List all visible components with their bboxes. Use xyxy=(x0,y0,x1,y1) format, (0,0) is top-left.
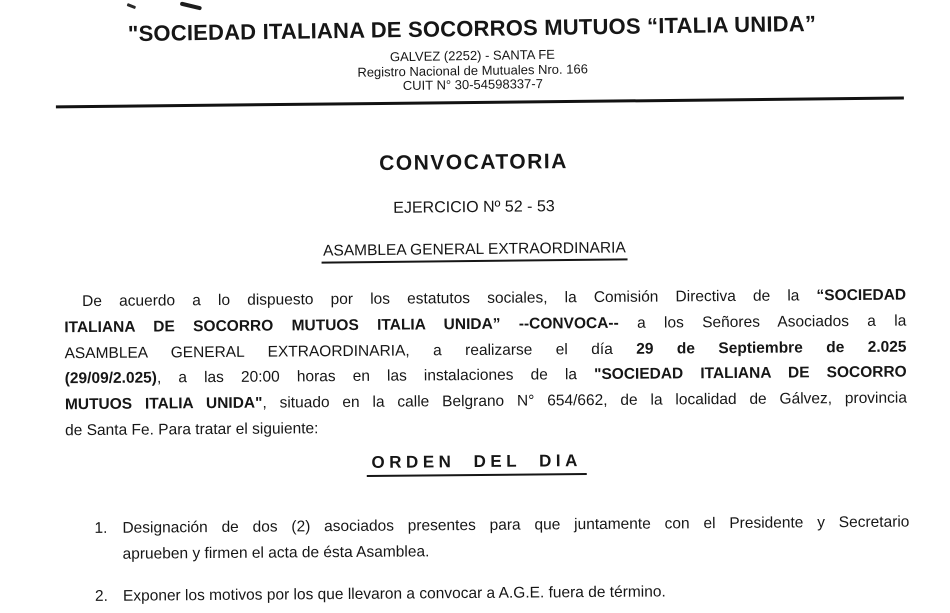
agenda-item xyxy=(94,510,909,568)
org-title: "SOCIEDAD ITALIANA DE SOCORROS MUTUOS “ITALIA UNIDA” xyxy=(127,10,817,47)
scan-smudge-icon xyxy=(180,1,202,10)
paragraph-line: de Santa Fe. Para tratar el siguiente: xyxy=(65,420,319,440)
item-line: aprueben y firmen el acta de ésta Asamblea. xyxy=(122,543,430,563)
scan-smudge-icon xyxy=(127,3,136,9)
org-header xyxy=(0,9,948,100)
org-registry: Registro Nacional de Mutuales Nro. 166 xyxy=(357,60,588,80)
convocatoria-heading: CONVOCATORIA xyxy=(379,150,568,175)
org-cuit: CUIT N° 30-54598337-7 xyxy=(402,75,543,94)
paragraph-line: De acuerdo a lo dispuesto por los estatutos sociales, la Comisión Directiva de la “SOCIEDAD xyxy=(82,286,907,311)
agenda-list xyxy=(94,510,910,610)
header-divider xyxy=(56,96,904,108)
paragraph-line: (29/09/2.025), a las 20:00 horas en las instalaciones de la "SOCIEDAD ITALIANA DE SOCORRO xyxy=(64,363,907,388)
paragraph-line: ASAMBLEA GENERAL EXTRAORDINARIA, a realizarse el día 29 de Septiembre de 2.025 xyxy=(64,338,907,362)
paragraph-line: MUTUOS ITALIA UNIDA", situado en la calle Belgrano N° 654/662, de la localidad de Gálvez, provincia xyxy=(64,389,907,414)
item-number: 2. xyxy=(94,587,108,605)
assembly-heading xyxy=(0,236,950,267)
body-paragraph xyxy=(64,283,907,444)
agenda-heading xyxy=(2,448,950,480)
agenda-item xyxy=(95,578,910,610)
agenda-heading-text: ORDEN DEL DIA xyxy=(366,451,587,477)
paragraph-line: ITALIANA DE SOCORRO MUTUOS ITALIA UNIDA” --CONVOCA-- a los Señores Asociados a la xyxy=(64,312,907,336)
exercise-line: EJERCICIO Nº 52 - 53 xyxy=(393,198,555,217)
item-number: 1. xyxy=(94,519,108,537)
assembly-heading-text: ASAMBLEA GENERAL EXTRAORDINARIA xyxy=(321,239,628,263)
org-address: GALVEZ (2252) - SANTA FE xyxy=(389,46,555,65)
item-line: Exponer los motivos por los que llevaron a convocar a A.G.E. fuera de término. xyxy=(122,583,666,605)
item-line: Designación de dos (2) asociados presentes para que juntamente con el Presidente y Secretario xyxy=(122,513,910,537)
